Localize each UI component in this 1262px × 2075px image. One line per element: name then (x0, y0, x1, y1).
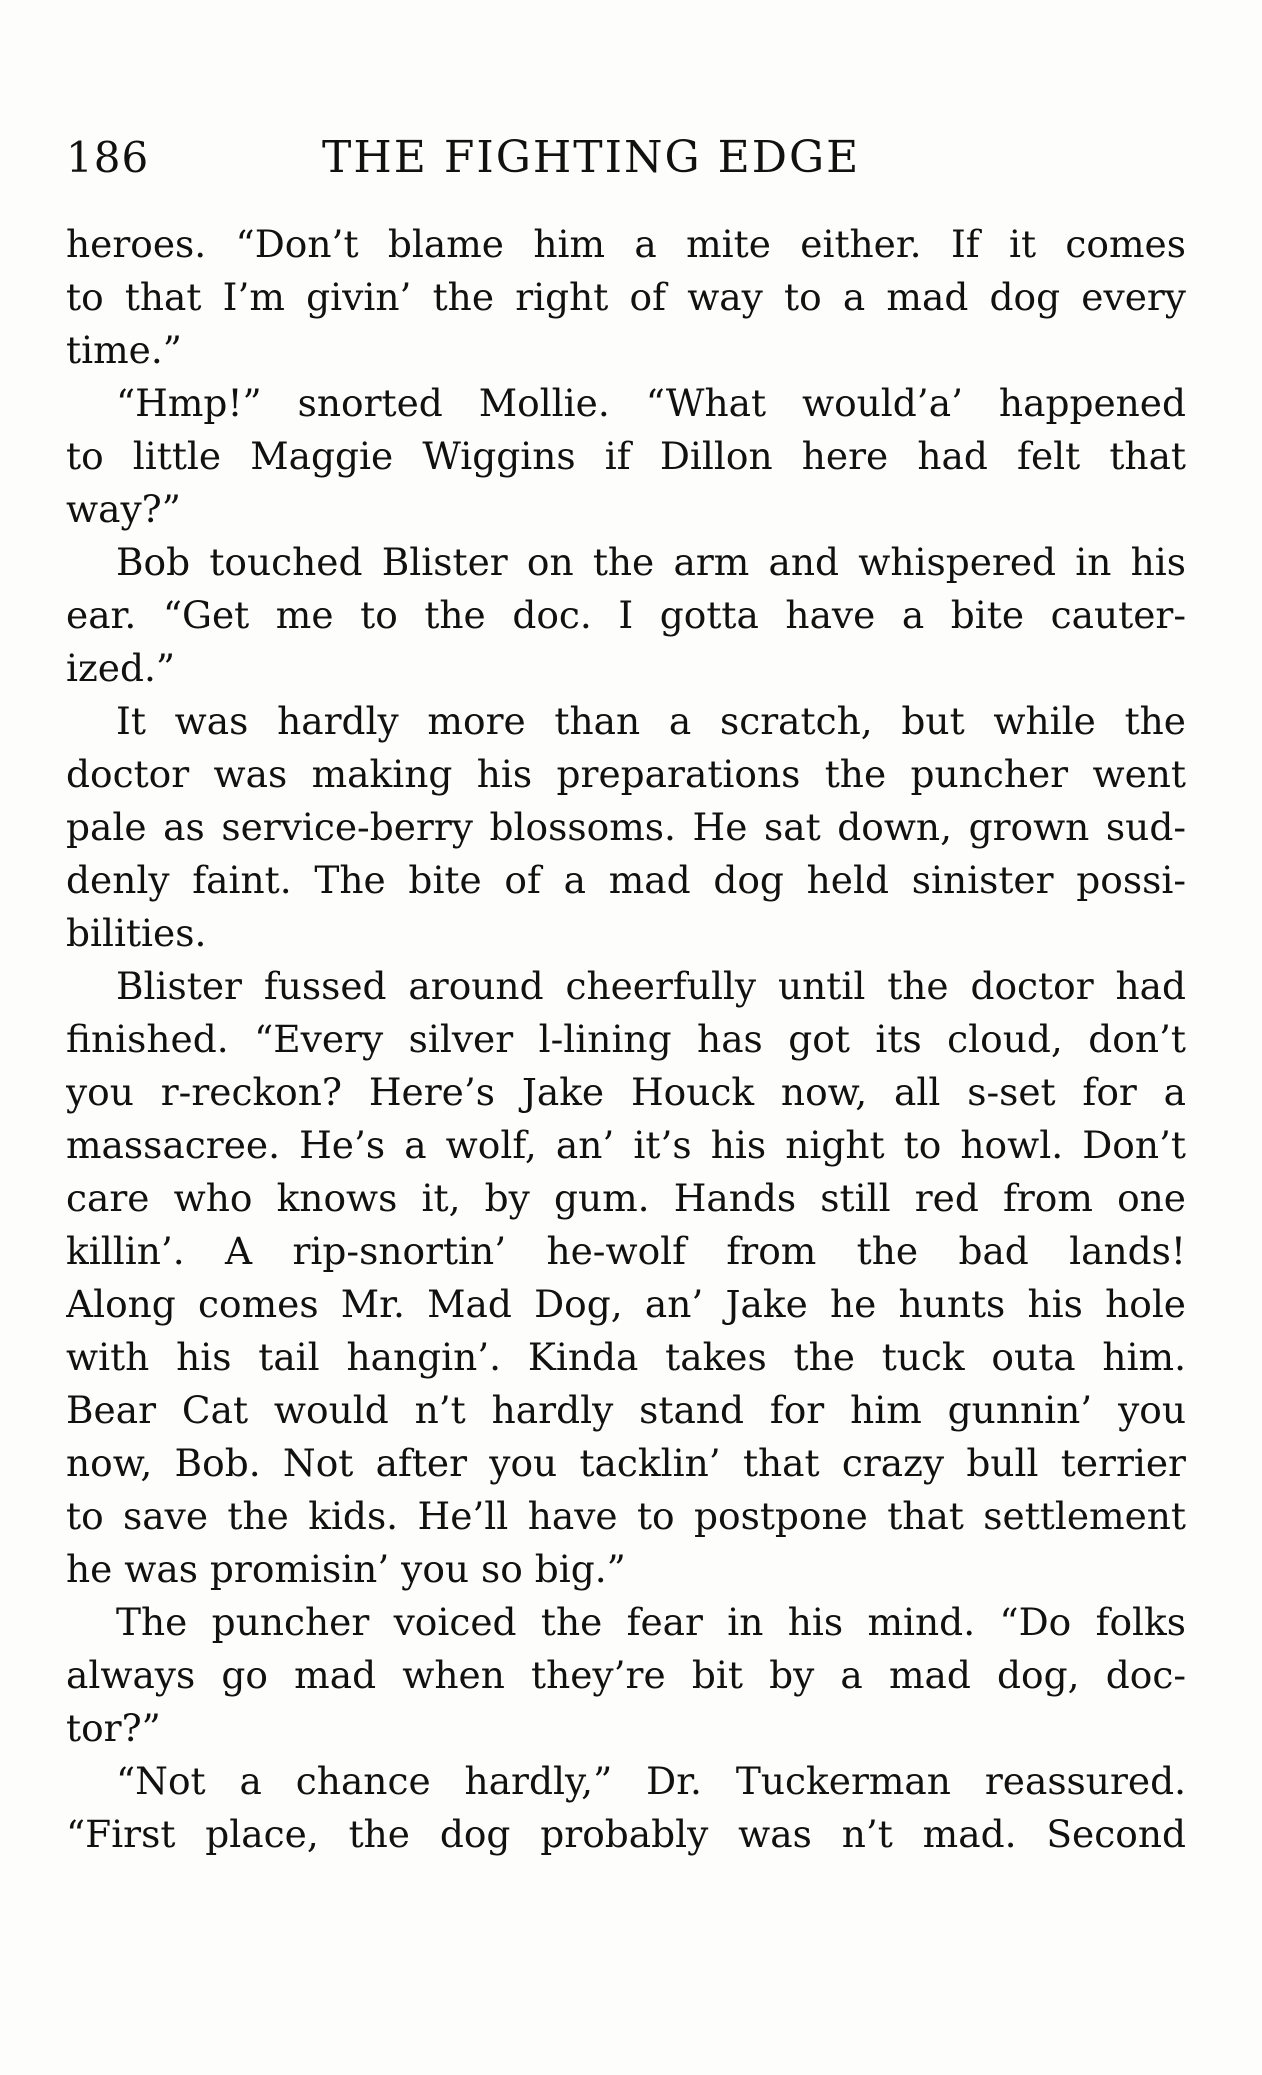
text-line: he was promisin’ you so big.” (66, 1547, 626, 1591)
text-line: care who knows it, by gum. Hands still red from one (66, 1176, 1186, 1220)
text-line: Along comes Mr. Mad Dog, an’ Jake he hunts his hole (66, 1282, 1186, 1326)
text-line: Blister fussed around cheerfully until the doctor had (116, 964, 1186, 1008)
running-head (66, 128, 1186, 188)
text-line: finished. “Every silver l-lining has got its cloud, don’t (66, 1017, 1186, 1061)
text-line: The puncher voiced the fear in his mind. “Do folks (116, 1600, 1186, 1644)
text-line: It was hardly more than a scratch, but while the (116, 699, 1186, 743)
text-line: now, Bob. Not after you tacklin’ that crazy bull terrier (66, 1441, 1186, 1485)
text-line: ear. “Get me to the doc. I gotta have a bite cauter- (66, 593, 1186, 637)
text-line: you r-reckon? Here’s Jake Houck now, all s-set for a (66, 1070, 1186, 1114)
text-line: “First place, the dog probably was n’t mad. Second (66, 1812, 1186, 1856)
text-line: “Hmp!” snorted Mollie. “What would’a’ happened (116, 381, 1186, 425)
text-line: to little Maggie Wiggins if Dillon here had felt that (66, 434, 1186, 478)
text-line: heroes. “Don’t blame him a mite either. If it comes (66, 222, 1186, 266)
text-line: tor?” (66, 1706, 161, 1750)
text-line: to that I’m givin’ the right of way to a mad dog every (66, 275, 1186, 319)
text-line: ized.” (66, 646, 176, 690)
text-line: Bear Cat would n’t hardly stand for him gunnin’ you (66, 1388, 1186, 1432)
text-line: massacree. He’s a wolf, an’ it’s his night to howl. Don’t (66, 1123, 1186, 1167)
text-line: time.” (66, 328, 182, 372)
text-line: Bob touched Blister on the arm and whispered in his (116, 540, 1186, 584)
text-line: way?” (66, 487, 181, 531)
book-title: THE FIGHTING EDGE (322, 132, 861, 183)
text-line: always go mad when they’re bit by a mad dog, doc- (66, 1653, 1186, 1697)
text-line: “Not a chance hardly,” Dr. Tuckerman reassured. (116, 1759, 1186, 1803)
body-text (66, 218, 1186, 1861)
text-line: with his tail hangin’. Kinda takes the tuck outa him. (66, 1335, 1186, 1379)
text-line: bilities. (66, 911, 207, 955)
page-number: 186 (66, 133, 150, 182)
text-line: killin’. A rip-snortin’ he-wolf from the bad lands! (66, 1229, 1186, 1273)
text-line: to save the kids. He’ll have to postpone that settlement (66, 1494, 1186, 1538)
text-line: pale as service-berry blossoms. He sat down, grown sud- (66, 805, 1186, 849)
text-line: denly faint. The bite of a mad dog held sinister possi- (66, 858, 1186, 902)
text-line: doctor was making his preparations the puncher went (66, 752, 1186, 796)
